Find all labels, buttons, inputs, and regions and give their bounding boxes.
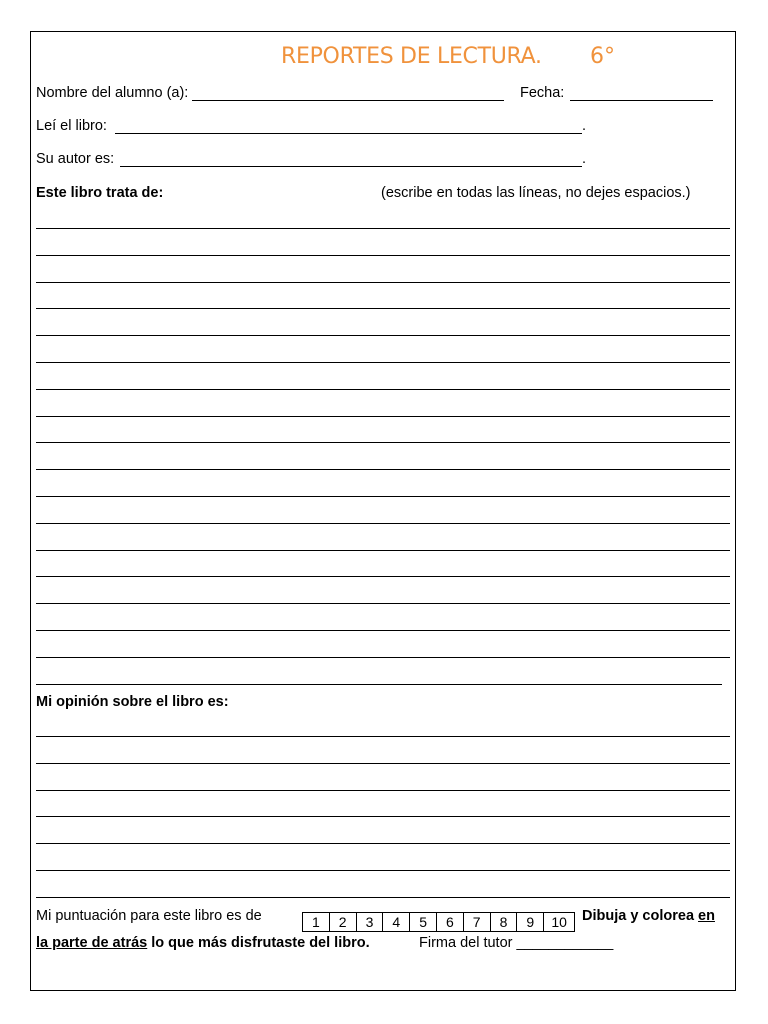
draw-instruction-rest: lo que más disfrutaste del libro. bbox=[151, 935, 370, 951]
student-name-field[interactable] bbox=[192, 100, 504, 101]
rating-option-7[interactable]: 7 bbox=[464, 913, 491, 931]
writing-line[interactable] bbox=[36, 763, 730, 764]
summary-instruction: (escribe en todas las líneas, no dejes espacios.) bbox=[381, 185, 691, 201]
writing-line[interactable] bbox=[36, 228, 730, 229]
writing-line[interactable] bbox=[36, 790, 730, 791]
writing-line[interactable] bbox=[36, 736, 730, 737]
writing-line[interactable] bbox=[36, 816, 730, 817]
rating-option-4[interactable]: 4 bbox=[383, 913, 410, 931]
writing-line[interactable] bbox=[36, 630, 730, 631]
book-period: . bbox=[582, 118, 587, 134]
rating-option-3[interactable]: 3 bbox=[357, 913, 384, 931]
writing-line[interactable] bbox=[36, 870, 730, 871]
writing-line[interactable] bbox=[36, 362, 730, 363]
rating-option-5[interactable]: 5 bbox=[410, 913, 437, 931]
draw-instruction-bold: Dibuja y colorea bbox=[582, 908, 695, 924]
date-label: Fecha: bbox=[520, 85, 565, 101]
rating-option-1[interactable]: 1 bbox=[303, 913, 330, 931]
writing-line[interactable] bbox=[36, 843, 730, 844]
writing-line[interactable] bbox=[36, 335, 730, 336]
opinion-heading: Mi opinión sobre el libro es: bbox=[36, 694, 229, 710]
rating-scale[interactable] bbox=[302, 912, 575, 932]
tutor-signature-field[interactable]: ____________ bbox=[516, 935, 614, 951]
writing-line[interactable] bbox=[36, 469, 730, 470]
author-field[interactable] bbox=[120, 166, 582, 167]
writing-line[interactable] bbox=[36, 603, 730, 604]
rating-option-10[interactable]: 10 bbox=[551, 914, 567, 930]
book-label: Leí el libro: bbox=[36, 118, 107, 134]
writing-line[interactable] bbox=[36, 442, 730, 443]
draw-instruction-underlined-en: en bbox=[698, 908, 715, 924]
tutor-signature-label: Firma del tutor bbox=[419, 935, 513, 951]
writing-line[interactable] bbox=[36, 308, 730, 309]
writing-line[interactable] bbox=[36, 897, 730, 898]
grade-label: 6° bbox=[590, 44, 615, 69]
writing-line[interactable] bbox=[36, 523, 730, 524]
rating-option-8[interactable]: 8 bbox=[491, 913, 518, 931]
book-field[interactable] bbox=[115, 133, 582, 134]
tutor-signature bbox=[419, 935, 613, 951]
rating-option-2[interactable]: 2 bbox=[330, 913, 357, 931]
draw-instruction-line2 bbox=[36, 935, 370, 951]
page-border bbox=[30, 31, 736, 991]
writing-line[interactable] bbox=[36, 550, 730, 551]
author-period: . bbox=[582, 151, 587, 167]
student-name-label: Nombre del alumno (a): bbox=[36, 85, 189, 101]
draw-instruction-underlined-back: la parte de atrás bbox=[36, 935, 148, 951]
rating-option-6[interactable]: 6 bbox=[437, 913, 464, 931]
rating-label: Mi puntuación para este libro es de bbox=[36, 908, 262, 924]
writing-line[interactable] bbox=[36, 684, 722, 685]
writing-line[interactable] bbox=[36, 657, 730, 658]
date-field[interactable] bbox=[570, 100, 713, 101]
summary-heading: Este libro trata de: bbox=[36, 185, 164, 201]
writing-line[interactable] bbox=[36, 255, 730, 256]
writing-line[interactable] bbox=[36, 389, 730, 390]
rating-option-9[interactable]: 9 bbox=[517, 913, 544, 931]
writing-line[interactable] bbox=[36, 416, 730, 417]
page-title: REPORTES DE LECTURA. bbox=[281, 44, 542, 69]
draw-instruction-line1 bbox=[582, 908, 715, 924]
writing-line[interactable] bbox=[36, 576, 730, 577]
writing-line[interactable] bbox=[36, 496, 730, 497]
author-label: Su autor es: bbox=[36, 151, 115, 167]
writing-line[interactable] bbox=[36, 282, 730, 283]
